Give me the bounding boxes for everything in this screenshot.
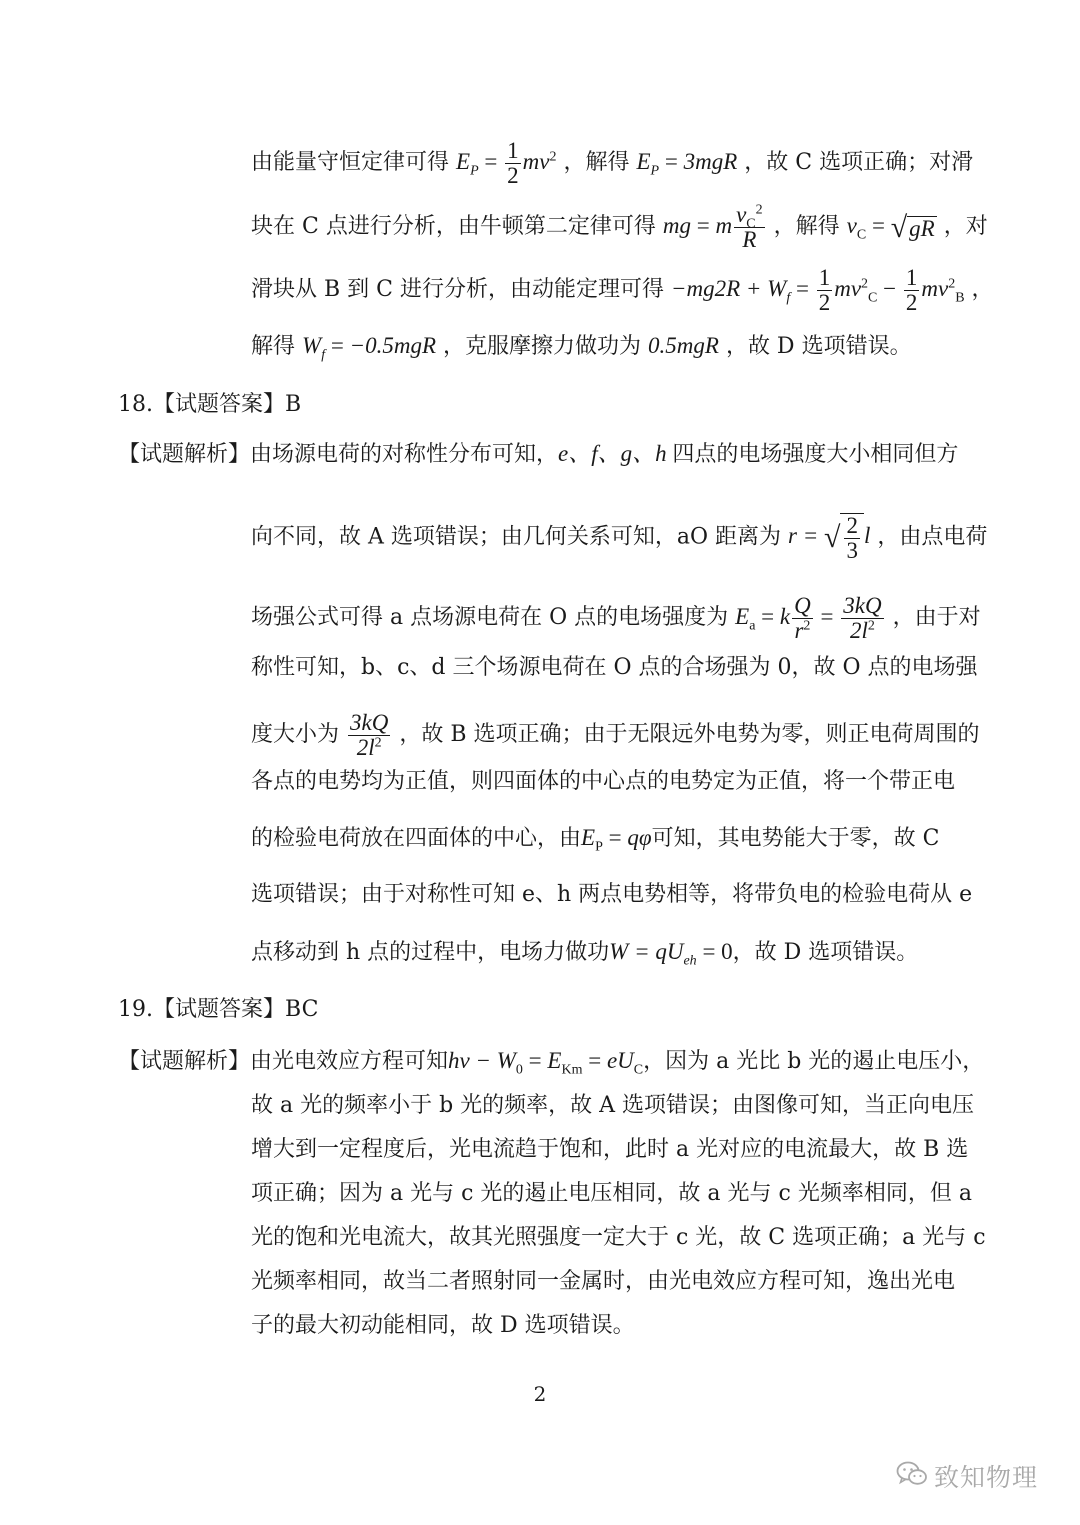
answer-value: BC [285,997,319,1022]
answer-label: 【试题答案】 [153,392,286,417]
formula: e、f、g、h [558,441,673,466]
text-run: 增大到一定程度后，光电流趋于饱和，此时 a 光对应的电流最大，故 B 选 [251,1137,969,1162]
text-line [251,333,912,363]
text-run: ，故 B 选项正确；由于无限远外电势为零，则正电荷周围的 [399,721,980,747]
formula: $E_P = q\varphi$ [581,825,652,855]
text-line [251,513,987,563]
text-line [251,1183,972,1205]
text-run: ，由点电荷 [877,524,988,550]
text-run: 由能量守恒定律可得 [251,149,450,175]
analysis-label: 【试题解析】 [118,442,251,467]
text-line [118,442,958,466]
text-line [251,139,973,188]
text-run: 光的饱和光电流大，故其光照强度一定大于 c 光，故 C 选项正确；a 光与 c [251,1225,986,1250]
text-line [251,884,972,906]
text-run: 由场源电荷的对称性分布可知， [250,442,559,467]
formula: r = √ $\frac{2}{3}$ l [788,513,871,564]
answer-heading [118,394,301,416]
text-run: 的检验电荷放在四面体的中心，由 [251,826,582,851]
text-run: ，故 C 选项正确；对滑 [744,149,974,175]
analysis-label: 【试题解析】 [118,1049,251,1074]
watermark-text: 致知物理 [934,1463,1039,1492]
text-run: 场强公式可得 a 点场源电荷在 O 点的电场强度为 [251,604,729,630]
text-run: ，对 [943,213,988,239]
text-run: ，因为 a 光比 b 光的遏止电压小， [643,1049,985,1074]
text-line [251,1271,955,1293]
text-run: 选项错误；由于对称性可知 e、h 两点电势相等，将带负电的检验电荷从 e [251,882,973,907]
text-line [251,657,978,679]
text-run: 滑块从 B 到 C 进行分析，由动能定理可得 [251,276,664,302]
text-run: 四点的电场强度大小相同但方 [672,442,959,467]
text-line [251,203,988,252]
question-number: 18. [118,392,153,417]
text-line [251,939,919,969]
text-line [251,825,940,855]
text-run: 度大小为 [251,721,340,747]
text-run: ，解得 [563,149,630,175]
formula: $-mg2R + W_f$ = $\frac{1}{2}$ $mv^2_C$ − $\frac{1}{2}$ $mv^2_B$ [670,265,965,316]
text-run: ，克服摩擦力做功为 [443,334,642,359]
answer-label: 【试题答案】 [153,997,286,1022]
question-number: 19. [118,997,153,1022]
text-run: 故 a 光的频率小于 b 光的频率，故 A 选项错误；由图像可知，当正向电压 [251,1093,975,1118]
text-line [251,1315,635,1337]
formula: $\frac{3kQ}{2l^2}$ [350,710,389,761]
answer-value: B [285,392,302,417]
text-run: 由光电效应方程可知 [250,1049,449,1074]
text-run: ， [971,276,994,302]
formula: mg = m $\frac{v_C^2}{R}$ [662,202,763,253]
text-line [251,1227,986,1249]
formula: 0.5mgR [648,333,719,358]
text-run: 可知，其电势能大于零，故 C [651,826,940,851]
text-run: ，由于对 [892,604,981,630]
text-line [251,1095,974,1117]
text-run: 称性可知，b、c、d 三个场源电荷在 O 点的合场强为 0，故 O 点的电场强 [251,655,978,680]
text-run: ，故 D 选项错误。 [725,334,912,359]
text-run: 子的最大初动能相同，故 D 选项错误。 [251,1313,635,1338]
text-line [251,1139,968,1161]
formula: $E_P$ = $\frac{1}{2}$ $mv^2$ [456,138,557,189]
text-run: 各点的电势均为正值，则四面体的中心点的电势定为正值，将一个带正电 [251,769,956,794]
formula: $h\nu - W_0 = E_{Km} = eU_C$ [448,1048,644,1078]
formula: $W_f = -0.5mgR$ [302,333,436,363]
text-run: 块在 C 点进行分析，由牛顿第二定律可得 [251,213,656,239]
text-run: 点移动到 h 点的过程中，电场力做功 [251,940,610,965]
text-line [251,594,981,643]
text-run: ，解得 [773,213,840,239]
text-run: ，故 D 选项错误。 [732,940,919,965]
text-line [251,266,994,315]
text-run: 解得 [251,334,296,359]
watermark [896,1458,1038,1494]
page-number: 2 [533,1382,547,1406]
text-line [118,1048,985,1078]
formula: $E_a = k$ $\frac{Q}{r^2}$ = $\frac{3kQ}{2l^2}$ [735,593,882,644]
formula: $W = qU_{eh} = 0$ [609,939,733,969]
wechat-icon [896,1460,928,1492]
text-run: 光频率相同，故当二者照射同一金属时，由光电效应方程可知，逸出光电 [251,1269,956,1294]
answer-heading [118,999,318,1021]
formula: $E_P = 3mgR$ [636,148,738,179]
text-run: 向不同，故 A 选项错误；由几何关系可知，aO 距离为 [251,524,782,550]
text-run: 项正确；因为 a 光与 c 光的遏止电压相同，故 a 光与 c 光频率相同，但 a [251,1181,972,1206]
text-line [251,771,955,793]
text-line [251,711,980,760]
formula: $v_C = √gR$ [846,210,935,244]
